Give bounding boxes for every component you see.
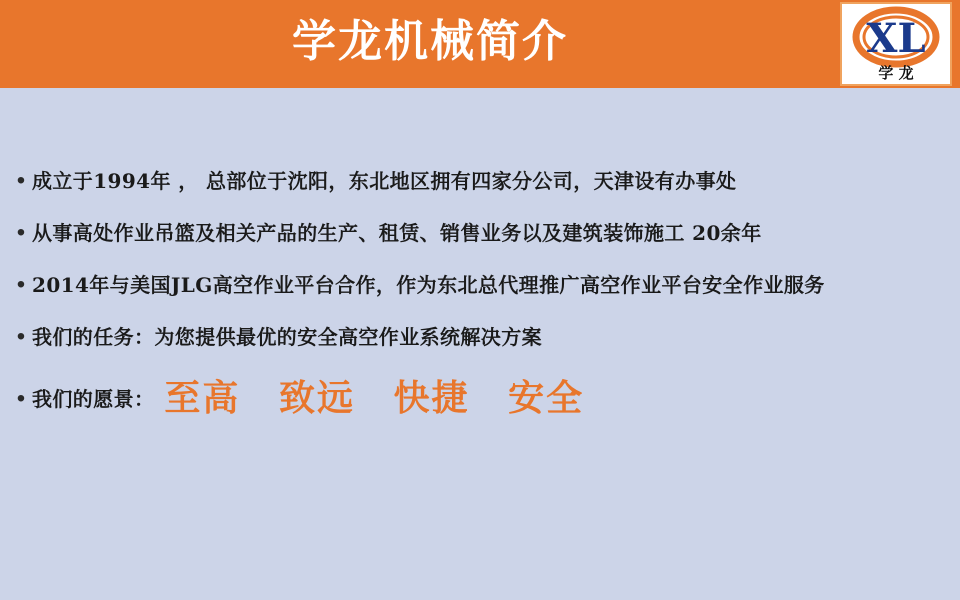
vision-word: 致远 — [278, 378, 355, 419]
bullet-text: 从事高处作业吊篮及相关产品的生产、租赁、销售业务以及建筑装饰施工 20余年 — [32, 221, 762, 245]
bullet-marker-icon: • — [16, 271, 26, 298]
vision-word: 安全 — [508, 378, 585, 419]
bullet-marker-icon: • — [16, 219, 26, 246]
page-title: 学龙机械简介 — [292, 16, 568, 67]
vision-label: 我们的愿景： — [32, 387, 155, 411]
list-item — [10, 218, 954, 252]
bullet-text: 成立于1994年 ， 总部位于沈阳，东北地区拥有四家分公司，天津设有办事处 — [32, 169, 737, 193]
bullet-list — [10, 166, 954, 434]
slide-body — [0, 88, 960, 600]
vision-row — [32, 378, 954, 419]
list-item — [10, 322, 954, 356]
list-item — [10, 166, 954, 200]
slide-header — [0, 0, 960, 88]
bullet-marker-icon: • — [16, 323, 26, 350]
bullet-marker-icon: • — [16, 167, 26, 194]
svg-text:XL: XL — [866, 15, 926, 62]
list-item-vision — [10, 378, 954, 419]
vision-word: 至高 — [164, 378, 241, 419]
company-logo — [840, 2, 952, 86]
bullet-marker-icon: • — [16, 385, 26, 412]
bullet-text: 2014年与美国JLG高空作业平台合作，作为东北总代理推广高空作业平台安全作业服务 — [32, 273, 825, 297]
bullet-text: 我们的任务：为您提供最优的安全高空作业系统解决方案 — [32, 325, 542, 349]
logo-mark-icon — [842, 4, 950, 84]
list-item — [10, 270, 954, 304]
svg-text:学 龙: 学 龙 — [878, 64, 914, 82]
vision-words — [164, 378, 585, 419]
vision-word: 快捷 — [393, 378, 470, 419]
